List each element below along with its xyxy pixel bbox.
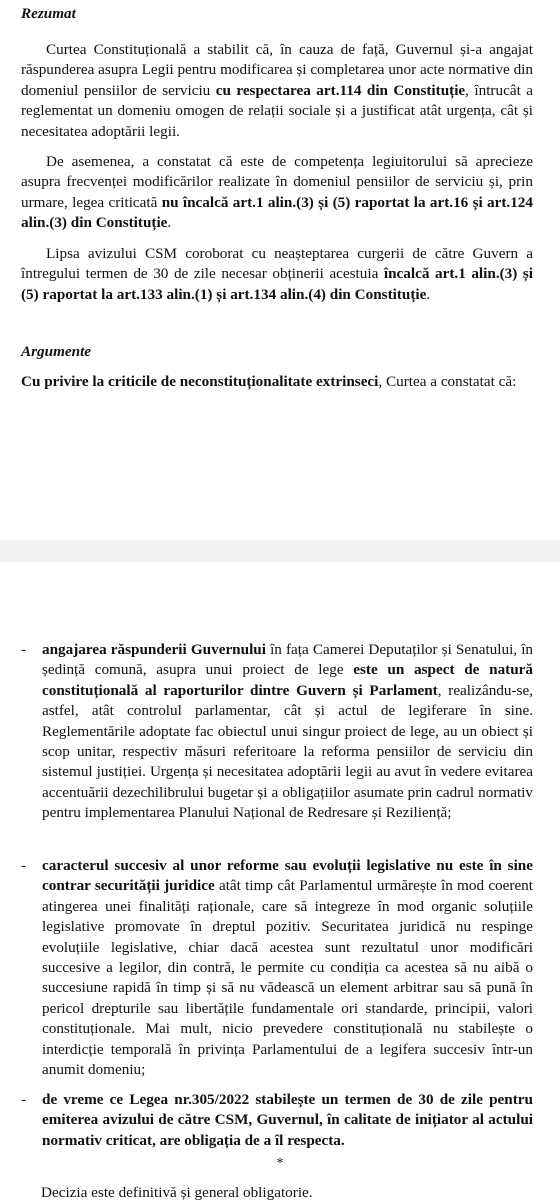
text: Curtea Constituțională a stabilit că, în cauza de față, Guvernul și-a angajat răspunderea asupra Legii pentru modificarea și completarea unor acte normative din domeniul pensiilor de serviciu — [21, 41, 533, 99]
text: atât timp cât Parlamentul urmărește în mod coerent atingerea unei finalități raționale, care să integreze în mod organic soluțiile legislative promovate în dreptul pozitiv. Securitatea juridică nu respinge evoluțiile legislative, chiar dacă acestea sunt rezultatul unor modificări succesive a legilor, din contră, le permite cu condiția ca acestea să nu aibă o succesiune rapidă în timp și să nu vădească un element arbitrar sau să pună în pericol drepturile sau libertățile fundamentale ori standarde, principii, valori constituționale. Mai mult, nicio prevedere constituțională nu stabilește o interdicție temporală în privința Parlamentului de a legifera succesiv într-un anumit domeniu; — [42, 877, 534, 1079]
text: De asemenea, a constatat că este de competența legiuitorului să aprecieze asupra frecvenței modificărilor realizate în domeniul pensiilor de serviciu și, prin urmare, legea criticată — [21, 153, 533, 211]
bold-text: cu respectarea art.114 din Constituție — [215, 81, 466, 99]
section-heading-arguments: Argumente — [21, 343, 92, 360]
text: , Curtea a constatat că: — [378, 373, 517, 390]
bold-text: nu încalcă art.1 alin.(3) și (5) raportat la art.16 și art.124 alin.(3) din Constituție — [21, 193, 533, 232]
bold-text: Cu privire la criticile de neconstituționalitate extrinseci — [21, 373, 379, 390]
arguments-intro — [21, 372, 533, 392]
list-item-text — [42, 1090, 533, 1151]
list-item — [21, 856, 533, 1080]
list-item-text — [42, 856, 533, 1080]
page-separator — [0, 540, 560, 562]
text: , realizându-se, astfel, atât controlul parlamentar, cât și actul de legiferare în sine. Reglementările adoptate fac obiectul unui singur proiect de lege, au un obiect și scop unitar, respectiv măsuri referitoare la reforma pensiilor de serviciu din sistemul justiției. Urgența și necesitatea adoptării legii au avut în vedere evitarea accentuării dezechilibrului bugetar și a obligațiilor asumate prin cadrul normativ pentru implementarea Planului Național de Redresare și Reziliență; — [42, 681, 534, 822]
text: , întrucât a reglementat un domeniu omogen de relații sociale și a justificat atât urgența, cât și necesitatea adoptării legii. — [21, 81, 533, 140]
summary-paragraph-3 — [21, 244, 533, 305]
list-dash: - — [21, 1091, 27, 1108]
summary-paragraph-2 — [21, 152, 533, 234]
text: . — [167, 214, 172, 232]
text: Lipsa avizului CSM coroborat cu neașteptarea curgerii de către Guvern a întregului termen de 30 de zile necesar obținerii acestuia — [21, 245, 533, 283]
bold-text: este un aspect de natură constituțională al raporturilor dintre Guvern și Parlament — [42, 661, 534, 699]
bold-text: încalcă art.1 alin.(3) și (5) raportat la art.133 alin.(1) și art.134 alin.(4) din Constituție — [21, 265, 534, 303]
list-item — [21, 640, 533, 824]
bold-text: de vreme ce Legea nr.305/2022 stabilește un termen de 30 de zile pentru emiterea avizului de către CSM, Guvernul, în calitate de inițiator al actului normativ criticat, are obligația de a îl respecta. — [42, 1091, 533, 1149]
bold-text: angajarea răspunderii Guvernului — [42, 641, 266, 658]
final-statement: Decizia este definitivă și general obligatorie. — [41, 1184, 313, 1200]
text: în fața Camerei Deputaților și Senatului, în ședință comună, asupra unui proiect de lege — [42, 641, 534, 679]
bold-text: caracterul succesiv al unor reforme sau evoluții legislative nu este în sine contrar securității juridice — [42, 857, 533, 895]
list-item — [21, 1090, 533, 1151]
text: . — [426, 285, 431, 303]
list-dash: - — [21, 857, 27, 874]
section-heading-summary: Rezumat — [21, 5, 76, 22]
summary-paragraph-1 — [21, 40, 533, 142]
list-dash: - — [21, 641, 27, 658]
list-item-text — [42, 640, 533, 824]
separator-asterisk: * — [276, 1156, 284, 1171]
